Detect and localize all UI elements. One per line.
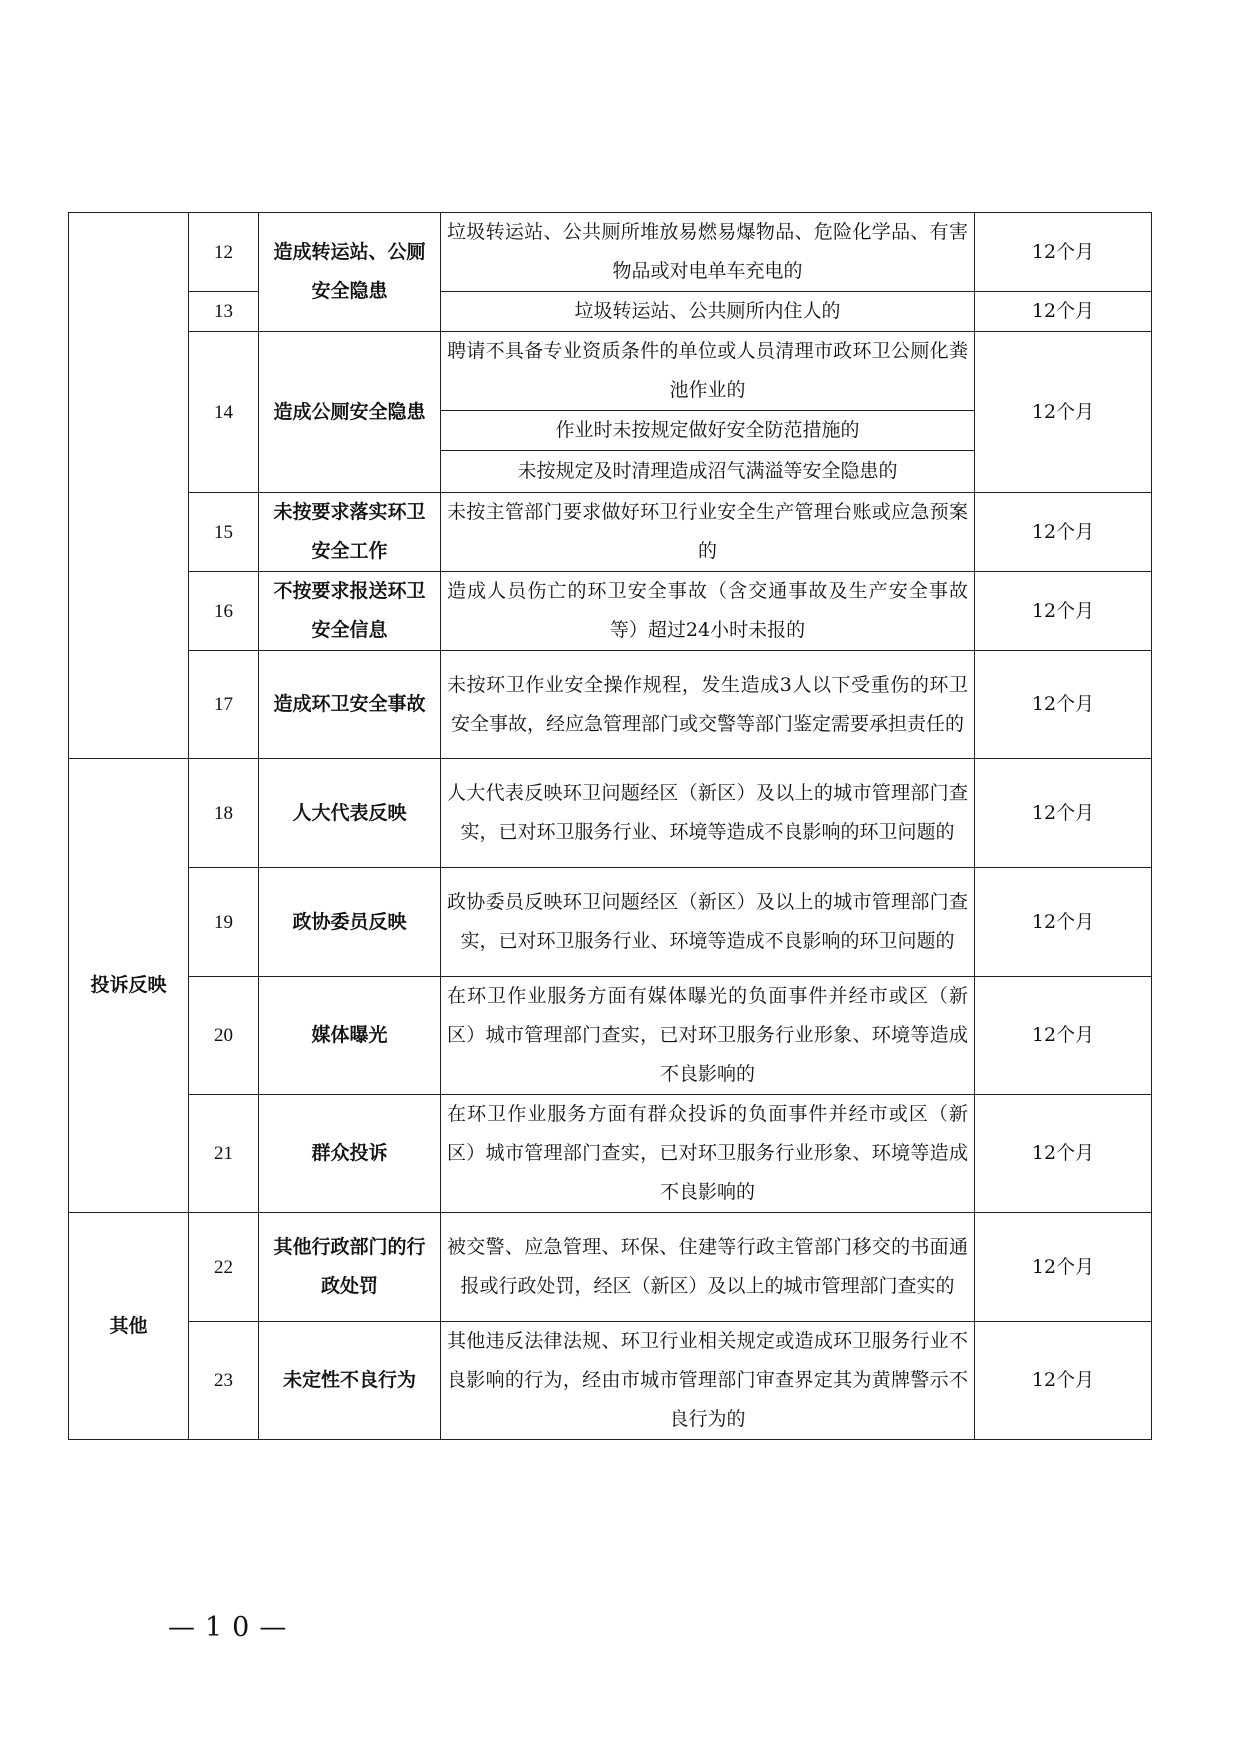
table-row <box>69 493 1152 572</box>
description-cell: 垃圾转运站、公共厕所内住人的 <box>441 292 975 332</box>
table-row <box>69 213 1152 292</box>
description-cell: 在环卫作业服务方面有媒体曝光的负面事件并经市或区（新区）城市管理部门查实，已对环卫服务行业形象、环境等造成不良影响的 <box>441 977 975 1095</box>
duration-cell: 12个月 <box>975 493 1152 572</box>
description-cell: 作业时未按规定做好安全防范措施的 <box>441 411 975 451</box>
duration-cell: 12个月 <box>975 213 1152 292</box>
violation-name-cell: 造成公厕安全隐患 <box>259 332 441 493</box>
table-row <box>69 651 1152 759</box>
description-cell: 造成人员伤亡的环卫安全事故（含交通事故及生产安全事故等）超过24小时未报的 <box>441 572 975 651</box>
row-number-cell: 20 <box>189 977 259 1095</box>
row-number-cell: 22 <box>189 1213 259 1322</box>
duration-cell: 12个月 <box>975 868 1152 977</box>
row-number-cell: 12 <box>189 213 259 292</box>
category-cell: 其他 <box>69 1213 189 1440</box>
description-cell: 垃圾转运站、公共厕所堆放易燃易爆物品、危险化学品、有害物品或对电单车充电的 <box>441 213 975 292</box>
row-number-cell: 23 <box>189 1322 259 1440</box>
row-number-cell: 16 <box>189 572 259 651</box>
duration-cell: 12个月 <box>975 1095 1152 1213</box>
violation-name-cell: 政协委员反映 <box>259 868 441 977</box>
row-number-cell: 18 <box>189 759 259 868</box>
table-row <box>69 332 1152 411</box>
duration-cell: 12个月 <box>975 759 1152 868</box>
duration-cell: 12个月 <box>975 1213 1152 1322</box>
table-row <box>69 572 1152 651</box>
row-number-cell: 17 <box>189 651 259 759</box>
violation-name-cell: 造成环卫安全事故 <box>259 651 441 759</box>
duration-cell: 12个月 <box>975 292 1152 332</box>
description-cell: 被交警、应急管理、环保、住建等行政主管部门移交的书面通报或行政处罚，经区（新区）及以上的城市管理部门查实的 <box>441 1213 975 1322</box>
row-number-cell: 14 <box>189 332 259 493</box>
duration-cell: 12个月 <box>975 572 1152 651</box>
row-number-cell: 13 <box>189 292 259 332</box>
duration-cell: 12个月 <box>975 1322 1152 1440</box>
duration-cell: 12个月 <box>975 332 1152 493</box>
violation-name-cell: 其他行政部门的行政处罚 <box>259 1213 441 1322</box>
description-cell: 聘请不具备专业资质条件的单位或人员清理市政环卫公厕化粪池作业的 <box>441 332 975 411</box>
violation-name-cell: 未按要求落实环卫安全工作 <box>259 493 441 572</box>
table-row <box>69 1213 1152 1322</box>
duration-cell: 12个月 <box>975 977 1152 1095</box>
table-row <box>69 292 1152 332</box>
table-row <box>69 868 1152 977</box>
description-cell: 未按主管部门要求做好环卫行业安全生产管理台账或应急预案的 <box>441 493 975 572</box>
table-row <box>69 1322 1152 1440</box>
violation-table <box>68 212 1152 1440</box>
description-cell: 未按环卫作业安全操作规程，发生造成3人以下受重伤的环卫安全事故，经应急管理部门或交警等部门鉴定需要承担责任的 <box>441 651 975 759</box>
violation-name-cell: 人大代表反映 <box>259 759 441 868</box>
description-cell: 在环卫作业服务方面有群众投诉的负面事件并经市或区（新区）城市管理部门查实，已对环卫服务行业形象、环境等造成不良影响的 <box>441 1095 975 1213</box>
duration-cell: 12个月 <box>975 651 1152 759</box>
page-number: —10— <box>168 1612 297 1643</box>
category-cell <box>69 213 189 759</box>
row-number-cell: 21 <box>189 1095 259 1213</box>
description-cell: 未按规定及时清理造成沼气满溢等安全隐患的 <box>441 451 975 493</box>
row-number-cell: 19 <box>189 868 259 977</box>
table-row <box>69 977 1152 1095</box>
description-cell: 其他违反法律法规、环卫行业相关规定或造成环卫服务行业不良影响的行为，经由市城市管理部门审查界定其为黄牌警示不良行为的 <box>441 1322 975 1440</box>
category-cell: 投诉反映 <box>69 759 189 1213</box>
row-number-cell: 15 <box>189 493 259 572</box>
violation-name-cell: 造成转运站、公厕安全隐患 <box>259 213 441 332</box>
description-cell: 政协委员反映环卫问题经区（新区）及以上的城市管理部门查实，已对环卫服务行业、环境等造成不良影响的环卫问题的 <box>441 868 975 977</box>
table-row <box>69 1095 1152 1213</box>
violation-name-cell: 不按要求报送环卫安全信息 <box>259 572 441 651</box>
violation-name-cell: 媒体曝光 <box>259 977 441 1095</box>
table-row <box>69 759 1152 868</box>
violation-name-cell: 群众投诉 <box>259 1095 441 1213</box>
description-cell: 人大代表反映环卫问题经区（新区）及以上的城市管理部门查实，已对环卫服务行业、环境等造成不良影响的环卫问题的 <box>441 759 975 868</box>
violation-name-cell: 未定性不良行为 <box>259 1322 441 1440</box>
